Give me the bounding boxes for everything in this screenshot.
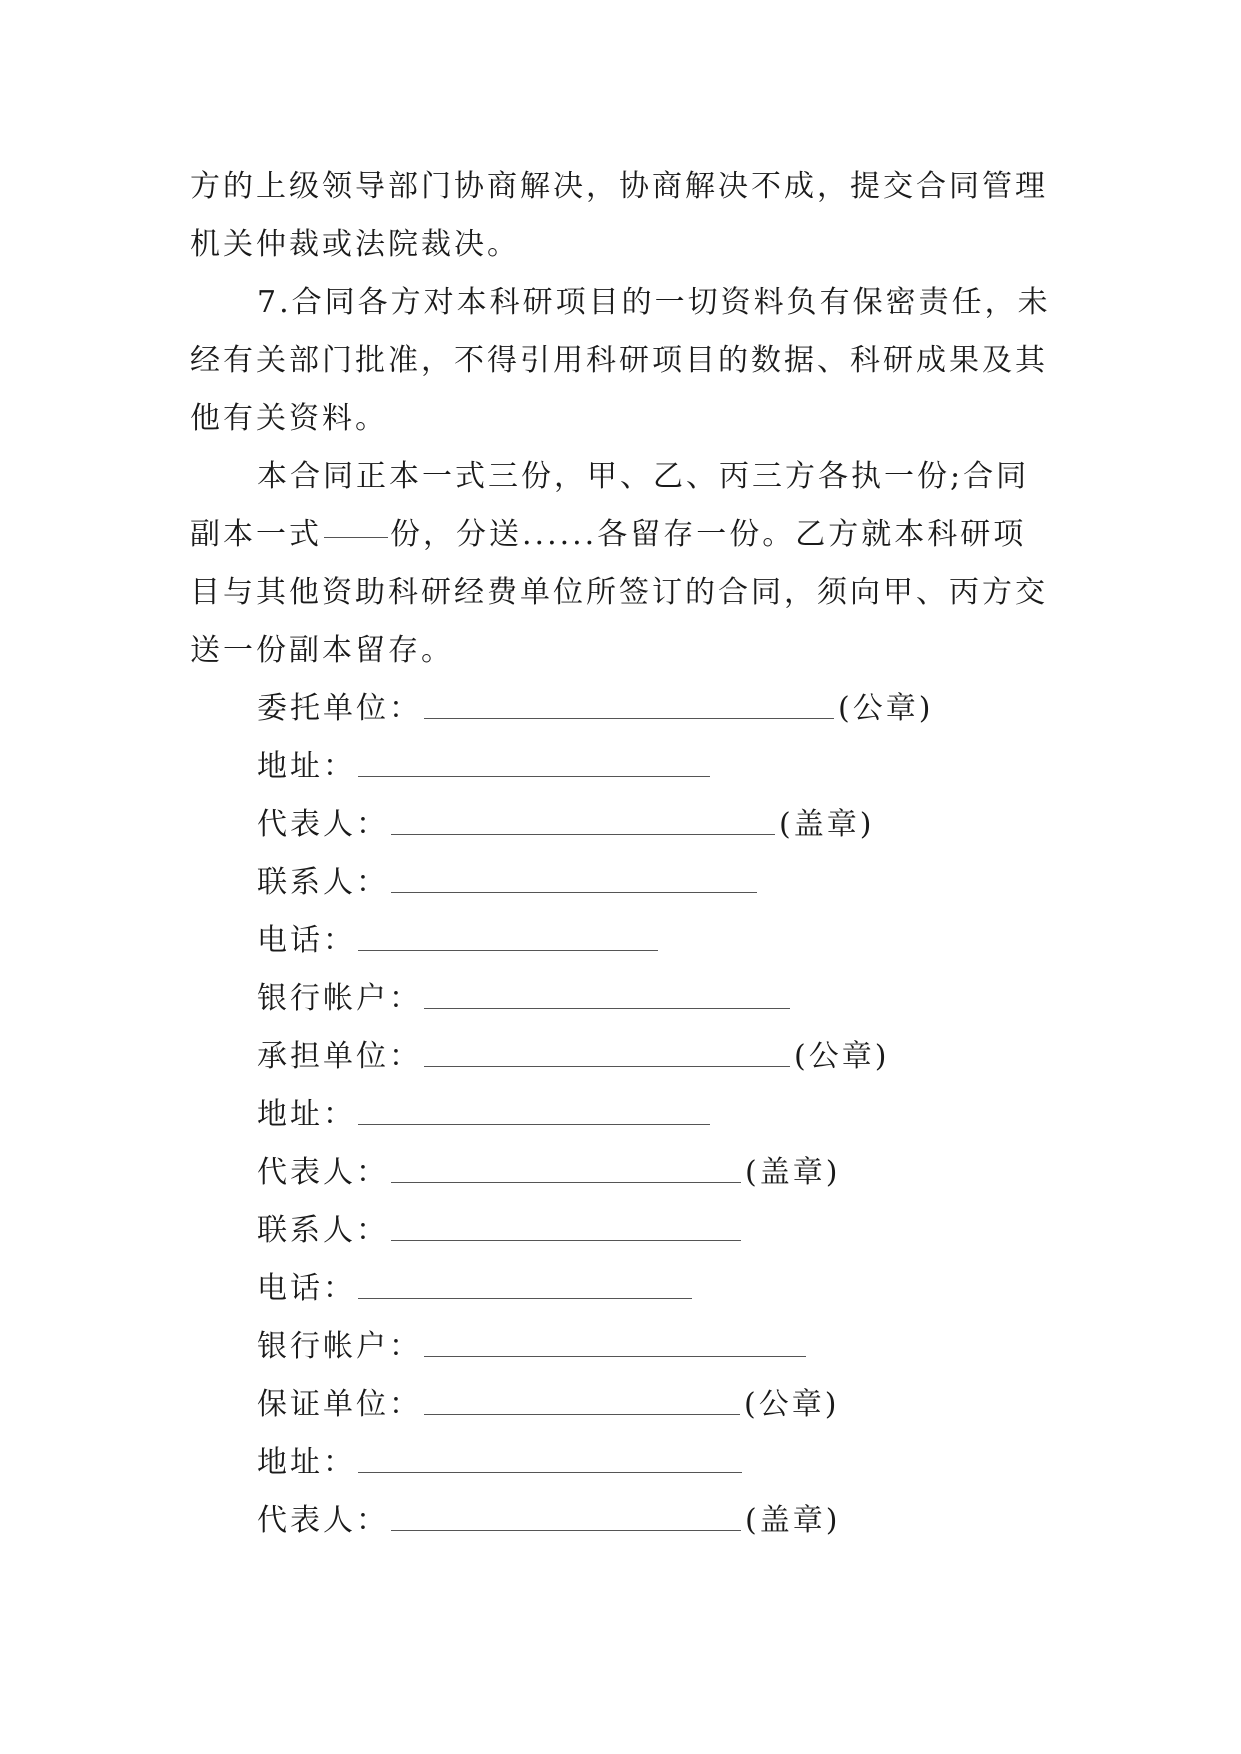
field-suffix: (盖章) (779, 807, 875, 842)
guarantor-unit-blank[interactable] (424, 1384, 740, 1415)
field-client-phone (257, 912, 662, 970)
field-label: 委托单位： (257, 691, 422, 726)
copies-count-blank[interactable] (324, 507, 388, 538)
field-label: 联系人： (257, 865, 389, 900)
field-label: 代表人： (257, 807, 389, 842)
field-client-address (257, 738, 714, 796)
field-label: 承担单位： (257, 1039, 422, 1074)
paragraph-line: 机关仲裁或法院裁决。 (190, 227, 520, 262)
field-client-unit (257, 680, 933, 738)
field-label: 保证单位： (257, 1387, 422, 1422)
field-client-representative (257, 796, 874, 854)
contractor-contact-blank[interactable] (391, 1210, 741, 1241)
contractor-representative-blank[interactable] (391, 1152, 741, 1183)
field-contractor-bank-account (257, 1318, 810, 1376)
paragraph-line: 经有关部门批准，不得引用科研项目的数据、科研成果及其 (190, 343, 1048, 378)
field-label: 代表人： (257, 1155, 389, 1190)
field-suffix: (盖章) (745, 1155, 841, 1190)
field-label: 代表人： (257, 1503, 389, 1538)
field-suffix: (公章) (744, 1387, 840, 1422)
field-contractor-unit (257, 1028, 889, 1086)
field-client-contact (257, 854, 761, 912)
client-unit-blank[interactable] (424, 688, 834, 719)
contractor-unit-blank[interactable] (424, 1036, 790, 1067)
field-label: 地址： (257, 749, 356, 784)
field-label: 电话： (257, 923, 356, 958)
copies-paragraph-line (190, 506, 1050, 564)
copies-text-b: 份，分送......各留存一份。乙方就本科研项 (390, 517, 1027, 552)
copies-text-a: 副本一式 (190, 517, 322, 552)
field-label: 地址： (257, 1445, 356, 1480)
client-bank-account-blank[interactable] (424, 978, 790, 1009)
field-contractor-phone (257, 1260, 696, 1318)
field-guarantor-unit (257, 1376, 839, 1434)
guarantor-representative-blank[interactable] (391, 1500, 741, 1531)
paragraph-line: 方的上级领导部门协商解决，协商解决不成，提交合同管理 (190, 169, 1048, 204)
paragraph-line: 他有关资料。 (190, 401, 388, 436)
field-label: 电话： (257, 1271, 356, 1306)
field-guarantor-representative (257, 1492, 840, 1550)
field-contractor-contact (257, 1202, 745, 1260)
paragraph-line: 目与其他资助科研经费单位所签订的合同，须向甲、丙方交 (190, 575, 1048, 610)
contractor-phone-blank[interactable] (358, 1268, 692, 1299)
client-contact-blank[interactable] (391, 862, 757, 893)
field-label: 地址： (257, 1097, 356, 1132)
client-address-blank[interactable] (358, 746, 710, 777)
field-suffix: (公章) (794, 1039, 890, 1074)
client-phone-blank[interactable] (358, 920, 658, 951)
field-contractor-address (257, 1086, 714, 1144)
paragraph-line: 送一份副本留存。 (190, 633, 454, 668)
guarantor-address-blank[interactable] (358, 1442, 742, 1473)
field-guarantor-address (257, 1434, 746, 1492)
copies-paragraph-line: 本合同正本一式三份，甲、乙、丙三方各执一份;合同 (257, 459, 1030, 494)
client-representative-blank[interactable] (391, 804, 775, 835)
clause-7-line: 7.合同各方对本科研项目的一切资料负有保密责任，未 (257, 285, 1051, 320)
field-label: 联系人： (257, 1213, 389, 1248)
field-contractor-representative (257, 1144, 840, 1202)
field-suffix: (公章) (838, 691, 934, 726)
field-client-bank-account (257, 970, 794, 1028)
contractor-address-blank[interactable] (358, 1094, 710, 1125)
field-suffix: (盖章) (745, 1503, 841, 1538)
field-label: 银行帐户： (257, 981, 422, 1016)
field-label: 银行帐户： (257, 1329, 422, 1364)
contractor-bank-account-blank[interactable] (424, 1326, 806, 1357)
